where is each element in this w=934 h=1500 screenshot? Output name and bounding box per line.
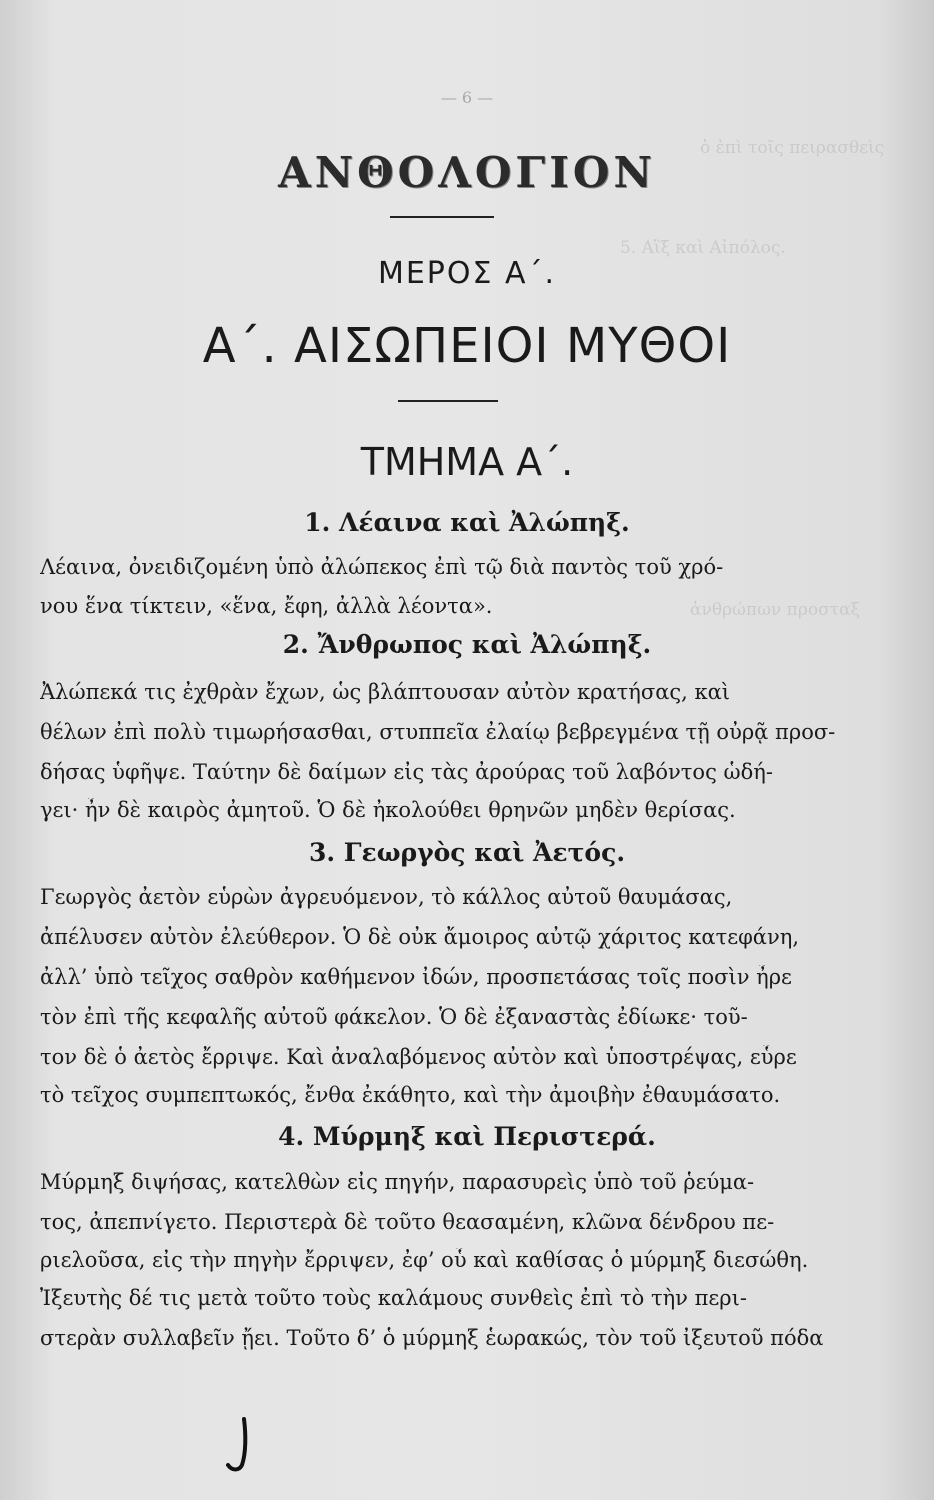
section-title: Α΄. ΑΙΣΩΠΕΙΟΙ ΜΥΘΟΙ xyxy=(202,318,732,374)
fable-heading: 3. Γεωργὸς καὶ Ἀετός. xyxy=(308,838,626,867)
anthology-title: ΑΝΘΟΛΟΓΙΟΝ xyxy=(278,148,656,197)
text-line: ἀλλ’ ὑπὸ τεῖχος σαθρὸν καθήμενον ἰδών, προσπετάσας τοῖς ποσὶν ἦρε xyxy=(40,965,792,989)
divider xyxy=(390,216,494,218)
text-line: Ἀλώπεκά τις ἐχθρὰν ἔχων, ὡς βλάπτουσαν αὐτὸν κρατήσας, καὶ xyxy=(40,680,731,704)
text-line: ριελοῦσα, εἰς τὴν πηγὴν ἔρριψεν, ἐφ’ οὗ καὶ καθίσας ὁ μύρμηξ διεσώθη. xyxy=(40,1248,809,1272)
show-through: ἀνθρώπων προσταξ xyxy=(690,600,860,620)
text-line: δήσας ὑφῆψε. Ταύτην δὲ δαίμων εἰς τὰς ἀρούρας τοῦ λαβόντος ὡδή- xyxy=(40,760,773,784)
part-heading: ΜΕΡΟΣ Α΄. xyxy=(377,256,557,291)
text-line: τὸ τεῖχος συμπεπτωκός, ἔνθα ἐκάθητο, καὶ τὴν ἀμοιβὴν ἐθαυμάσατο. xyxy=(40,1083,781,1107)
subsection-heading: ΤΜΗΜΑ Α΄. xyxy=(360,440,574,484)
text-line: τὸν ἐπὶ τῆς κεφαλῆς αὐτοῦ φάκελον. Ὁ δὲ ἐξαναστὰς ἐδίωκε· τοῦ- xyxy=(40,1005,748,1029)
text-line: γει· ἦν δὲ καιρὸς ἀμητοῦ. Ὁ δὲ ἠκολούθει θρηνῶν μηδὲν θερίσας. xyxy=(40,798,736,822)
text-line: Μύρμηξ διψήσας, κατελθὼν εἰς πηγήν, παρασυρεὶς ὑπὸ τοῦ ῥεύμα- xyxy=(40,1170,755,1194)
divider xyxy=(398,400,498,402)
ink-mark xyxy=(222,1415,262,1475)
text-line: Γεωργὸς ἀετὸν εὑρὼν ἀγρευόμενον, τὸ κάλλος αὐτοῦ θαυμάσας, xyxy=(40,885,733,909)
text-line: τον δὲ ὁ ἀετὸς ἔρριψε. Καὶ ἀναλαβόμενος αὐτὸν καὶ ὑποστρέψας, εὗρε xyxy=(40,1045,797,1069)
fable-heading: 2. Ἄνθρωπος καὶ Ἀλώπηξ. xyxy=(282,630,652,659)
text-line: Λέαινα, ὀνειδιζομένη ὑπὸ ἀλώπεκος ἐπὶ τῷ διὰ παντὸς τοῦ χρό- xyxy=(40,555,724,579)
text-line: τος, ἀπεπνίγετο. Περιστερὰ δὲ τοῦτο θεασαμένη, κλῶνα δένδρου πε- xyxy=(40,1210,775,1234)
show-through: ὁ ἐπὶ τοῖς πειρασθεὶς xyxy=(700,138,885,158)
page-number: — 6 — xyxy=(440,88,494,107)
fable-heading: 4. Μύρμηξ καὶ Περιστερά. xyxy=(278,1122,656,1151)
show-through: 5. Αἲξ καὶ Αἰπόλος. xyxy=(620,238,786,258)
text-line: Ἰξευτὴς δέ τις μετὰ τοῦτο τοὺς καλάμους συνθεὶς ἐπὶ τὸ τὴν περι- xyxy=(40,1286,747,1310)
text-line: θέλων ἐπὶ πολὺ τιμωρήσασθαι, στυππεῖα ἐλαίῳ βεβρεγμένα τῇ οὐρᾷ προσ- xyxy=(40,720,836,744)
text-line: νου ἕνα τίκτειν, «ἕνα, ἔφη, ἀλλὰ λέοντα». xyxy=(40,594,493,618)
text-line: στερὰν συλλαβεῖν ᾔει. Τοῦτο δ’ ὁ μύρμηξ ἑωρακώς, τὸν τοῦ ἰξευτοῦ πόδα xyxy=(40,1326,824,1350)
fable-heading: 1. Λέαινα καὶ Ἀλώπηξ. xyxy=(304,508,630,537)
text-line: ἀπέλυσεν αὐτὸν ἐλεύθερον. Ὁ δὲ οὐκ ἄμοιρος αὐτῷ χάριτος κατεφάνη, xyxy=(40,925,800,949)
